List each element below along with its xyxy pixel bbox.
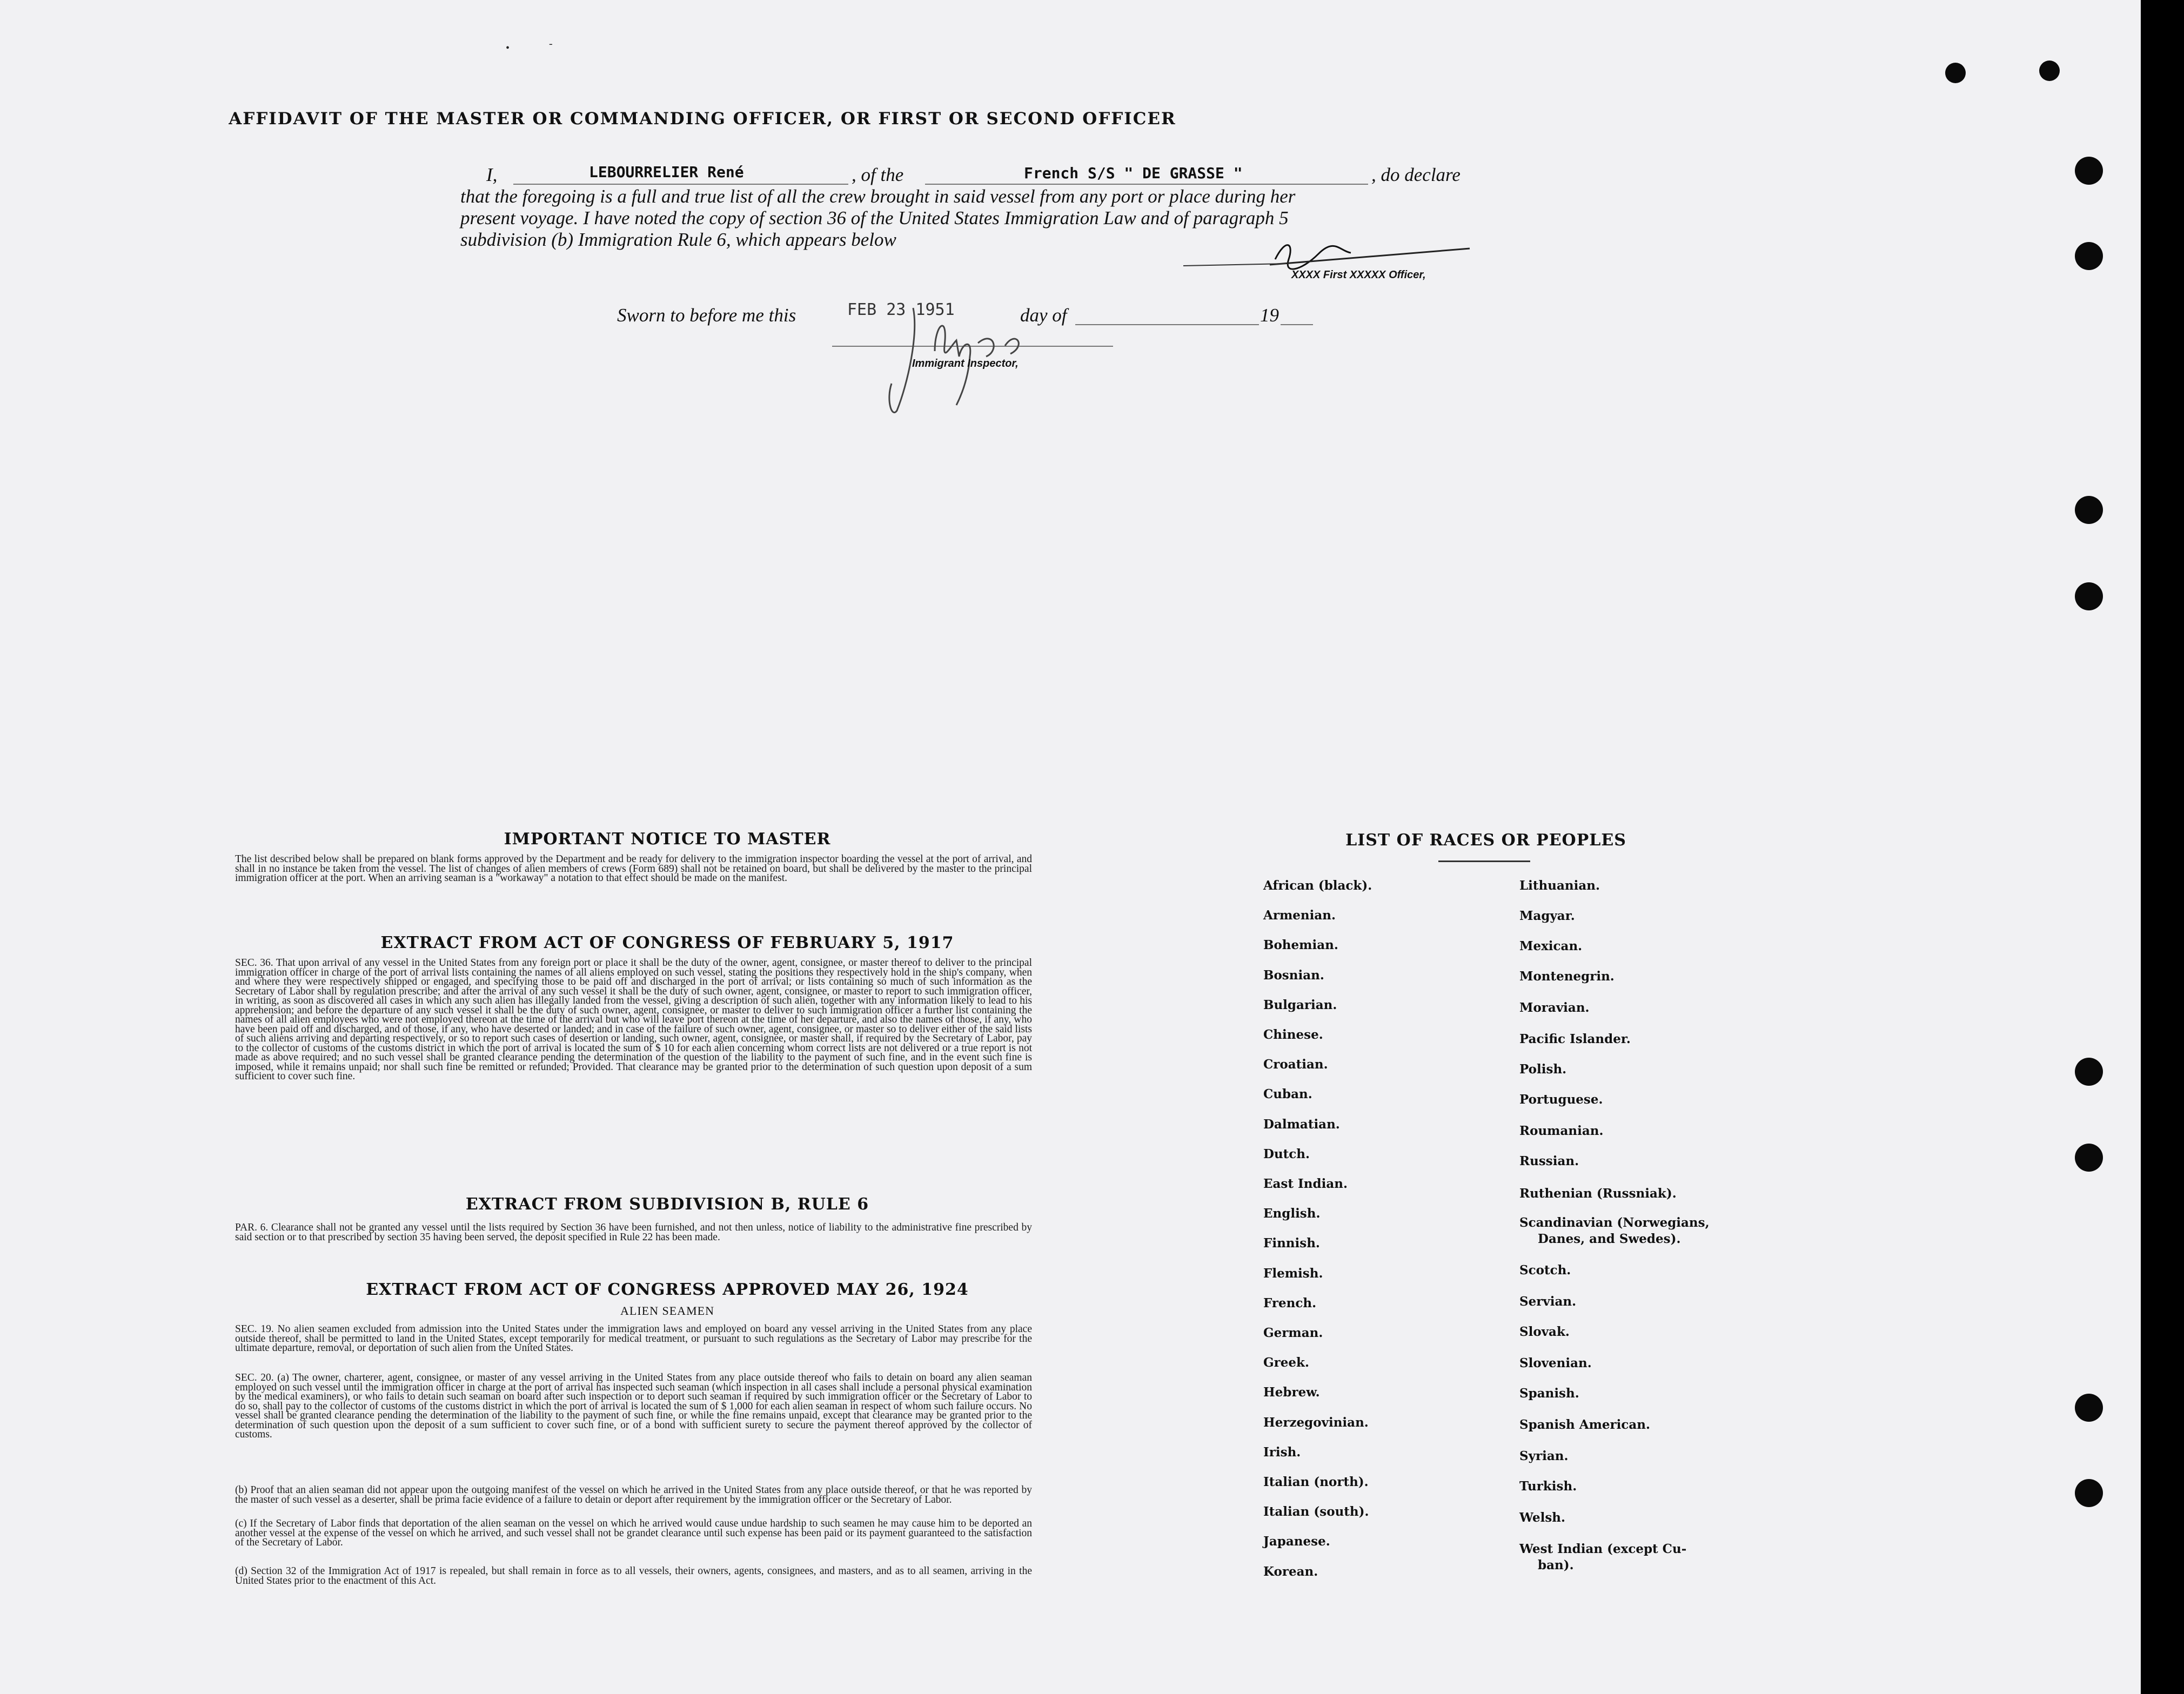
race-item: Bohemian. [1263, 938, 1338, 953]
race-item: African (black). [1263, 878, 1372, 893]
race-item: Servian. [1519, 1294, 1577, 1309]
race-item: Slovak. [1519, 1325, 1570, 1339]
race-item: Dalmatian. [1263, 1117, 1340, 1132]
extract-1924-sec20a: SEC. 20. (a) The owner, charterer, agent, consignee, or master of any vessel arriving in the United States from any place outside thereof who fails to detain on board any alien seaman employed on such vessel until the immigration officer in charge at the port of arrival has inspected such seaman (which inspection in all cases shall include a personal physical examination by the medical examiners), or who fails to detain such seaman on board after such inspection or to deport such seaman if required by such immigration officer or the Secretary of Labor to do so, shall pay to the collector of customs of the customs district in which the port of arrival is located the sum of $ 1,000 for each alien seaman in respect of whom such failure occurs. No vessel shall be granted clearance pending the determination of the liability to the payment of such fine, or while the fine remains unpaid, except that clearance may be granted prior to the determination of such question upon the deposit of a sum sufficient to cover such fine, or of a bond with sufficient surety to secure the payment thereof approved by the collector of customs. [235, 1372, 1032, 1440]
race-item: Slovenian. [1519, 1356, 1592, 1370]
master-name: LEBOURRELIER René [589, 163, 744, 181]
race-item: Portuguese. [1519, 1092, 1603, 1107]
extract-1917-title: EXTRACT FROM ACT OF CONGRESS OF FEBRUARY 5, 1917 [380, 933, 954, 952]
race-item: Pacific Islander. [1519, 1032, 1631, 1046]
notice-title: IMPORTANT NOTICE TO MASTER [504, 830, 831, 849]
race-item: Magyar. [1519, 909, 1575, 923]
affidavit-do-declare: , do declare [1371, 164, 1461, 185]
race-item: Montenegrin. [1519, 969, 1614, 984]
inspector-label: Immigrant Inspector, [912, 358, 1019, 369]
year-underline [1281, 324, 1313, 325]
race-item: Flemish. [1263, 1266, 1323, 1281]
officer-title-label: XXXX First XXXXX Officer, [1291, 269, 1426, 281]
race-item: Scandinavian (Norwegians, [1519, 1215, 1710, 1230]
race-item: Bosnian. [1263, 967, 1324, 983]
extract-1924-sec20b: (b) Proof that an alien seaman did not appear upon the outgoing manifest of the vessel on which he arrived in the United States from any place outside thereof, or that he was reported by the master of such vessel as a deserter, shall be prima facie evidence of a failure to detain or deport after requirement by the immigration officer or the Secretary of Labor. [235, 1484, 1032, 1505]
race-item: Finnish. [1263, 1236, 1320, 1251]
race-item: Korean. [1263, 1564, 1318, 1579]
extract-rule6-title: EXTRACT FROM SUBDIVISION B, RULE 6 [465, 1195, 869, 1214]
race-item: Mexican. [1519, 939, 1583, 953]
race-item: English. [1263, 1206, 1321, 1221]
affidavit-of-the: , of the [852, 164, 904, 185]
race-item: Greek. [1263, 1355, 1309, 1370]
race-item: German. [1263, 1326, 1323, 1340]
notice-text: The list described below shall be prepared on blank forms approved by the Department and be ready for delivery to the immigration inspector boarding the vessel at the port of arrival, and shall in no instance be taken from the vessel. The list of changes of alien members of crews (Form 689) shall not be retained on board, but shall be delivered by the master to the principal immigration officer at the port. When an arriving seaman is a "workaway" a notation to that effect should be made on the manifest. [235, 853, 1032, 884]
affidavit-i-label: I, [486, 164, 498, 185]
race-item: Spanish American. [1519, 1417, 1651, 1432]
race-item: Croatian. [1263, 1057, 1328, 1072]
race-item: Danes, and Swedes). [1538, 1232, 1681, 1246]
race-item: Ruthenian (Russniak). [1519, 1186, 1677, 1201]
punch-hole [2075, 1144, 2103, 1172]
punch-hole [2075, 496, 2103, 524]
affidavit-title: AFFIDAVIT OF THE MASTER OR COMMANDING OFFICER, OR FIRST OR SECOND OFFICER [229, 109, 1176, 129]
punch-hole [2075, 1394, 2103, 1422]
races-title-rule [1438, 861, 1530, 862]
race-item: Japanese. [1263, 1534, 1330, 1549]
punch-hole [2075, 1479, 2103, 1507]
race-item: Italian (south). [1263, 1504, 1369, 1520]
punch-hole [1945, 63, 1966, 83]
punch-hole [2039, 60, 2060, 81]
affidavit-line-4: subdivision (b) Immigration Rule 6, which appears below [460, 229, 896, 250]
race-item: Chinese. [1263, 1027, 1323, 1042]
race-item: Herzegovinian. [1263, 1415, 1369, 1430]
day-of-label: day of [1020, 305, 1067, 326]
punch-hole [2075, 157, 2103, 185]
scan-mark: • [506, 42, 510, 54]
year-prefix: 19 [1260, 305, 1279, 326]
extract-1924-sec20d: (d) Section 32 of the Immigration Act of 1917 is repealed, but shall remain in force as to all vessels, their owners, agents, consignees, and masters, and as to all seamen, arriving in the United States prior to the enactment of this Act. [235, 1565, 1032, 1587]
sworn-label: Sworn to before me this [617, 305, 796, 326]
punch-hole [2075, 1058, 2103, 1086]
master-name-underline [513, 184, 848, 185]
race-item: Polish. [1519, 1062, 1567, 1077]
race-item: Armenian. [1263, 908, 1336, 923]
extract-1924-title: EXTRACT FROM ACT OF CONGRESS APPROVED MAY 26, 1924 [366, 1280, 969, 1299]
races-title: LIST OF RACES OR PEOPLES [1345, 831, 1626, 850]
vessel-name: French S/S " DE GRASSE " [1024, 164, 1243, 182]
race-item: Syrian. [1519, 1449, 1569, 1463]
race-item: Cuban. [1263, 1087, 1312, 1102]
race-item: East Indian. [1263, 1177, 1348, 1191]
race-item: Spanish. [1519, 1386, 1579, 1401]
punch-hole [2075, 582, 2103, 610]
race-item: Welsh. [1519, 1510, 1566, 1525]
race-item: Scotch. [1519, 1263, 1571, 1278]
race-item: Dutch. [1263, 1146, 1310, 1161]
vessel-name-underline [925, 184, 1368, 185]
race-item: West Indian (except Cu- [1519, 1542, 1687, 1556]
date-stamp: FEB 23 1951 [847, 300, 955, 319]
race-item: Irish. [1263, 1444, 1301, 1460]
affidavit-line-3: present voyage. I have noted the copy of section 36 of the United States Immigration Law and of paragraph 5 [460, 207, 1289, 228]
extract-1917-text: SEC. 36. That upon arrival of any vessel in the United States from any foreign port or place it shall be the duty of the owner, agent, consignee, or master thereof to deliver to the principal immigration officer in charge of the port of arrival lists containing the names of all aliens employed on such vessel, stating the positions they respectively hold in the ship's company, when and where they were respectively shipped or engaged, and specifying those to be paid off and discharged in the port of arrival; or lists containing so much of such information as the Secretary of Labor shall by regulation prescribe; and after the arrival of any such vessel it shall be the duty of such owner, agent, consignee, or master to report to such immigration officer, in writing, as soon as discovered all cases in which any such alien has illegally landed from the vessel, giving a description of such alien, together with any information likely to lead to his apprehension; and before the departure of any such vessel it shall be the duty of such owner, agent, consignee, or master to deliver to such immigration officer a further list containing the names of all alien employees who were not employed thereon at the time of the arrival but who will leave port thereon at the time of her departure, and also the names of those, if any, who have been paid off and discharged, and of those, if any, who have deserted or landed; and in case of the failure of such owner, agent, consignee, or master so to deliver either of the said lists of such aliens arriving and departing respectively, or so to report such cases of desertion or landing, such owner, agent, consignee, or master shall, if required by the Secretary of Labor, pay to the collector of customs of the customs district in which the port of arrival is located the sum of $ 10 for each alien concerning whom correct lists are not delivered or a true report is not made as above required; and no such vessel shall be granted clearance pending the determination of the question of the liability to the payment of such fine, and in the event such fine is imposed, while it remains unpaid; nor shall such fine be remitted or refunded; Provided. That clearance may be granted prior to the determination of such question upon deposit of a sum sufficient to cover such fine. [235, 957, 1032, 1082]
race-item: Russian. [1519, 1154, 1579, 1168]
alien-seamen-subtitle: ALIEN SEAMEN [620, 1304, 714, 1317]
race-item: Lithuanian. [1519, 878, 1600, 893]
extract-1924-sec19: SEC. 19. No alien seamen excluded from admission into the United States under the immigration laws and employed on board any vessel arriving in the United States from any place outside thereof, shall be permitted to land in the United States, except temporarily for medical treatment, or pursuant to such regulations as the Secretary of Labor may prescribe for the ultimate departure, removal, or deportation of such alien from the United States. [235, 1323, 1032, 1354]
scan-mark: - [549, 38, 553, 50]
race-item: Moravian. [1519, 1000, 1590, 1015]
race-item: Roumanian. [1519, 1124, 1604, 1138]
affidavit-line-2: that the foregoing is a full and true list of all the crew brought in said vessel from any port or place during her [460, 186, 1296, 207]
extract-rule6-text: PAR. 6. Clearance shall not be granted any vessel until the lists required by Section 36 have been furnished, and not then unless, notice of liability to the administrative fine prescribed by said section or to that prescribed by section 35 having been served, the deposit specified in Rule 22 has been made. [235, 1222, 1032, 1243]
inspector-signature [854, 292, 1037, 421]
race-item: Italian (north). [1263, 1475, 1369, 1489]
race-item: French. [1263, 1295, 1317, 1310]
month-underline [1075, 324, 1259, 325]
officer-signature [1178, 227, 1480, 292]
race-item: Bulgarian. [1263, 997, 1337, 1012]
extract-1924-sec20c: (c) If the Secretary of Labor finds that deportation of the alien seaman on the vessel on which he arrived would cause undue hardship to such seamen he may cause him to be deported an another vessel at the expense of the vessel on which he arrived, and such vessel shall not be grandet clearance until such expense has been paid or its payment guaranteed to the satisfaction of the Secretary of Labor. [235, 1518, 1032, 1548]
race-item: ban). [1538, 1558, 1574, 1572]
punch-hole [2075, 242, 2103, 270]
race-item: Turkish. [1519, 1479, 1577, 1494]
scan-border [2141, 0, 2184, 1694]
race-item: Hebrew. [1263, 1385, 1320, 1400]
